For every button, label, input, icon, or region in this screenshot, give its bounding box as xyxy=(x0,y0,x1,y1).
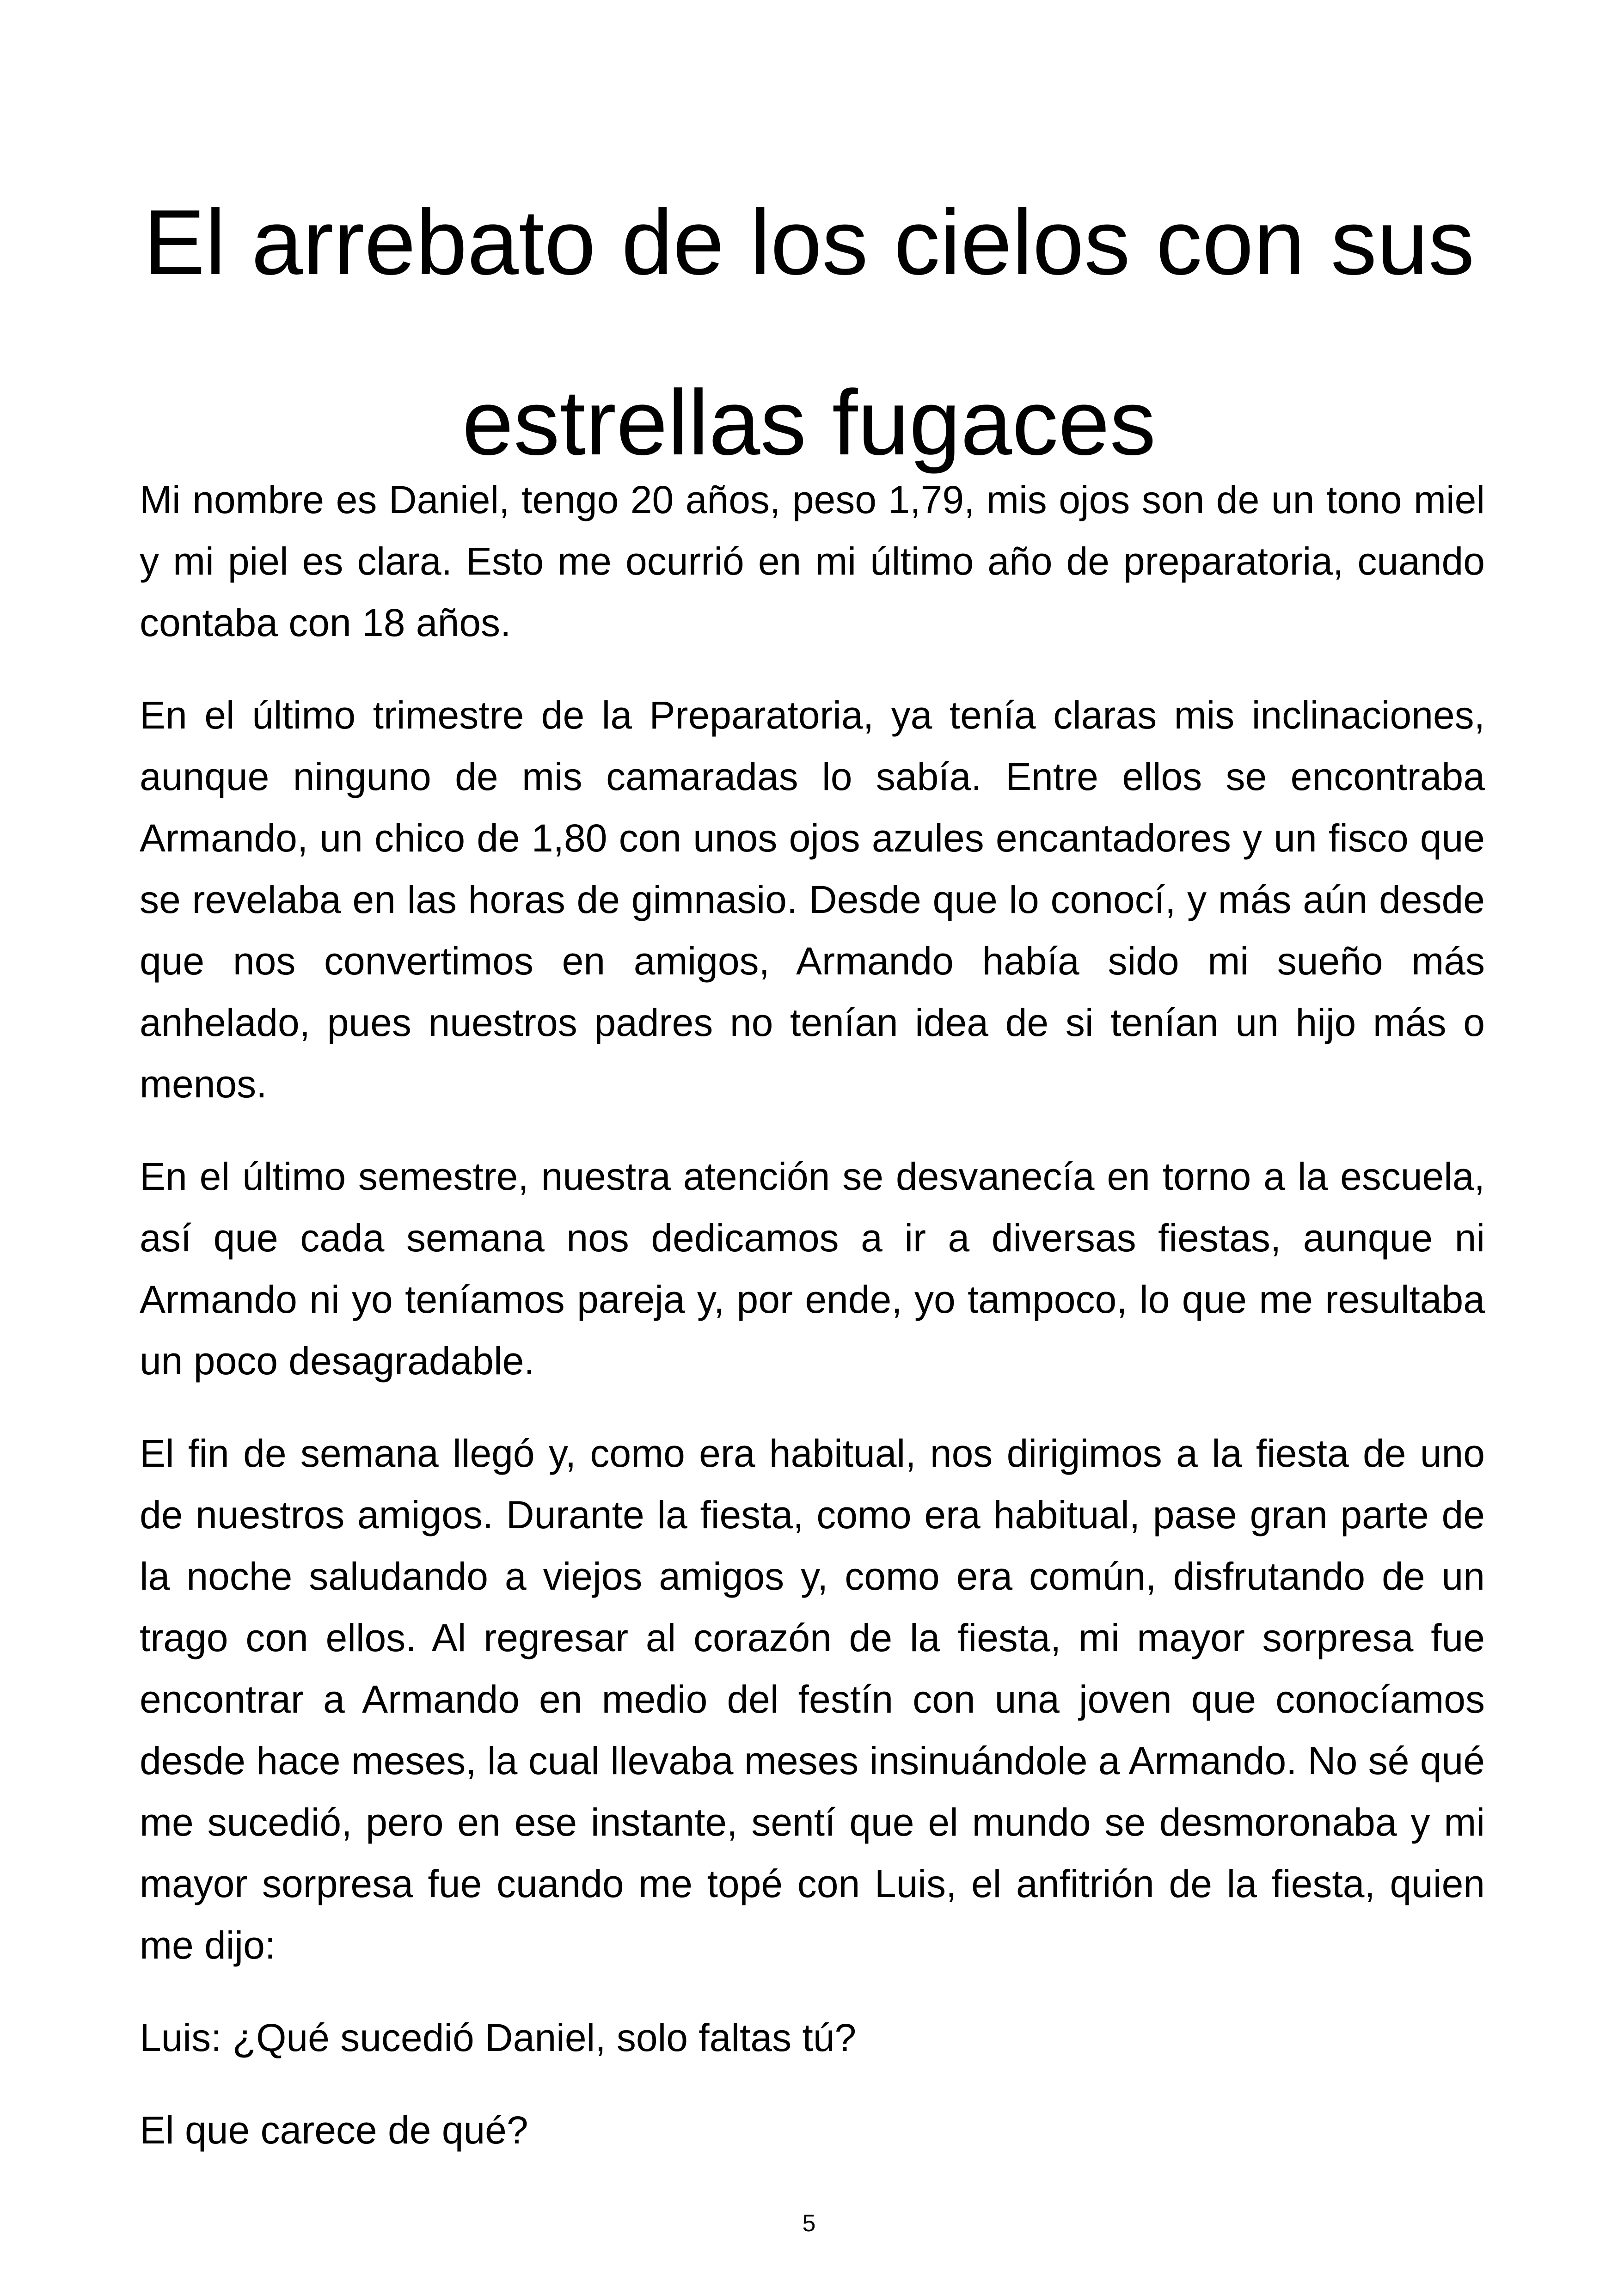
paragraph-2: En el último trimestre de la Preparatoria, ya tenía claras mis inclinaciones, aunque ninguno de mis camaradas lo sabía. Entre ellos se encontraba Armando, un chico de 1,80 con unos ojos azules encantadores y un fisco que se revelaba en las horas de gimnasio. Desde que lo conocí, y más aún desde que nos convertimos en amigos, Armando había sido mi sueño más anhelado, pues nuestros padres no tenían idea de si tenían un hijo más o menos. xyxy=(140,693,1485,1106)
body-text xyxy=(140,469,1485,2192)
closing-line: El que carece de qué? xyxy=(140,2108,528,2152)
page-number: 5 xyxy=(802,2210,816,2237)
paragraph-4: El fin de semana llegó y, como era habitual, nos dirigimos a la fiesta de uno de nuestros amigos. Durante la fiesta, como era habitual, pase gran parte de la noche saludando a viejos amigos y, como era común, disfrutando de un trago con ellos. Al regresar al corazón de la fiesta, mi mayor sorpresa fue encontrar a Armando en medio del festín con una joven que conocíamos desde hace meses, la cual llevaba meses insinuándole a Armando. No sé qué me sucedió, pero en ese instante, sentí que el mundo se desmoronaba y mi mayor sorpresa fue cuando me topé con Luis, el anfitrión de la fiesta, quien me dijo: xyxy=(140,1432,1485,1967)
paragraph-3: En el último semestre, nuestra atención se desvanecía en torno a la escuela, así que cada semana nos dedicamos a ir a diversas fiestas, aunque ni Armando ni yo teníamos pareja y, por ende, yo tampoco, lo que me resultaba un poco desagradable. xyxy=(140,1155,1485,1383)
paragraph-1: Mi nombre es Daniel, tengo 20 años, peso 1,79, mis ojos son de un tono miel y mi piel es clara. Esto me ocurrió en mi último año de preparatoria, cuando contaba con 18 años. xyxy=(140,478,1485,644)
title-line-1: El arrebato de los cielos con sus xyxy=(143,191,1475,294)
page-title xyxy=(0,153,1618,513)
dialogue-line: Luis: ¿Qué sucedió Daniel, solo faltas tú? xyxy=(140,2016,857,2059)
title-line-2: estrellas fugaces xyxy=(462,371,1156,474)
